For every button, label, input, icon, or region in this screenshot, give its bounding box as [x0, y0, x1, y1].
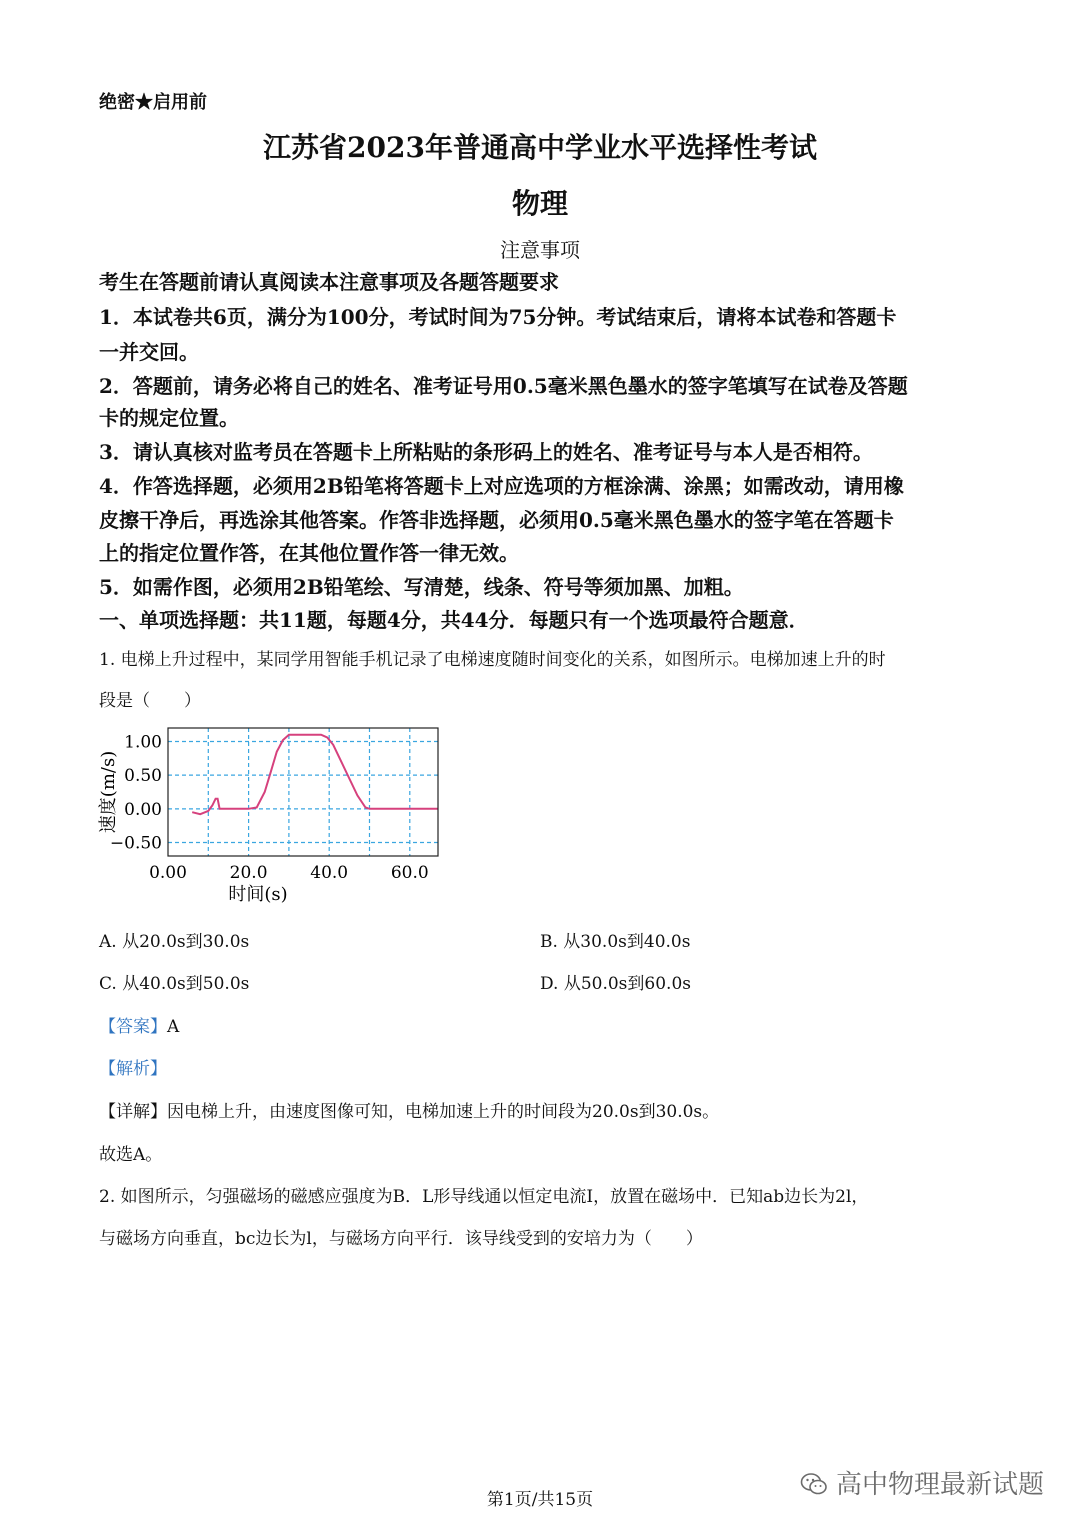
notice-line: 一并交回。: [99, 340, 199, 364]
q1-stem: 1. 电梯上升过程中，某同学用智能手机记录了电梯速度随时间变化的关系，如图所示。电梯加速上升的时: [99, 650, 886, 670]
y-tick-label: −0.50: [109, 833, 162, 854]
conclusion-text: 故选A。: [99, 1145, 163, 1165]
option-b: B. 从30.0s到40.0s: [540, 932, 691, 952]
answer-tag: 【答案】: [99, 1017, 167, 1037]
notice-line: 2．答题前，请务必将自己的姓名、准考证号用0.5毫米黑色墨水的签字笔填写在试卷及答题: [99, 374, 908, 398]
notice-line: 皮擦干净后，再选涂其他答案。作答非选择题，必须用0.5毫米黑色墨水的签字笔在答题卡: [99, 508, 894, 532]
tick-labels: [110, 732, 429, 883]
y-tick-label: 0.00: [124, 799, 162, 820]
notice-line: 上的指定位置作答，在其他位置作答一律无效。: [99, 541, 519, 565]
x-tick-label: 60.0: [390, 863, 429, 883]
answer-value: A: [167, 1017, 180, 1037]
notice-line: 3．请认真核对监考员在答题卡上所粘贴的条形码上的姓名、准考证号与本人是否相符。: [99, 440, 873, 464]
confidential-label: 绝密★启用前: [99, 92, 207, 113]
x-tick-label: 40.0: [310, 863, 349, 883]
q1-stem: 段是（ ）: [99, 691, 201, 711]
q2-stem: 2. 如图所示，匀强磁场的磁感应强度为B．L形导线通以恒定电流I，放置在磁场中．已知ab边长为2l，: [99, 1187, 869, 1207]
subject-title: 物理: [511, 187, 568, 220]
section-heading: 一、单项选择题：共11题，每题4分，共44分．每题只有一个选项最符合题意．: [99, 608, 809, 632]
y-tick-label: 0.50: [124, 766, 162, 787]
x-axis-label: 时间(s): [228, 884, 288, 905]
y-tick-label: 1.00: [124, 732, 162, 753]
notice-line: 1．本试卷共6页，满分为100分，考试时间为75分钟。考试结束后，请将本试卷和答题卡: [99, 305, 897, 329]
answer-line: [99, 1012, 179, 1037]
detail-text: 【详解】因电梯上升，由速度图像可知，电梯加速上升的时间段为20.0s到30.0s。: [99, 1102, 720, 1122]
option-a: A. 从20.0s到30.0s: [99, 932, 250, 952]
page-number: 第1页/共15页: [486, 1490, 594, 1510]
notice-line: 卡的规定位置。: [99, 406, 239, 430]
option-d: D. 从50.0s到60.0s: [540, 974, 691, 994]
notice-intro: 考生在答题前请认真阅读本注意事项及各题答题要求: [99, 270, 559, 294]
velocity-line: [192, 735, 438, 815]
watermark-text: 高中物理最新试题: [835, 1470, 1044, 1500]
x-tick-label: 0.00: [149, 863, 187, 883]
notice-line: 4．作答选择题，必须用2B铅笔将答题卡上对应选项的方框涂满、涂黑；如需改动，请用橡: [99, 474, 904, 498]
exam-title: 江苏省2023年普通高中学业水平选择性考试: [263, 131, 817, 164]
analysis-tag: 【解析】: [99, 1059, 167, 1079]
y-axis-label: 速度(m/s): [98, 750, 119, 834]
q2-stem: 与磁场方向垂直，bc边长为l，与磁场方向平行．该导线受到的安培力为（ ）: [99, 1229, 703, 1249]
notice-line: 5．如需作图，必须用2B铅笔绘、写清楚，线条、符号等须加黑、加粗。: [99, 575, 744, 599]
notice-heading: 注意事项: [500, 238, 580, 262]
x-tick-label: 20.0: [229, 863, 268, 883]
velocity-time-chart: [96, 718, 446, 908]
option-c: C. 从40.0s到50.0s: [99, 974, 250, 994]
chart-grid: [168, 728, 438, 856]
